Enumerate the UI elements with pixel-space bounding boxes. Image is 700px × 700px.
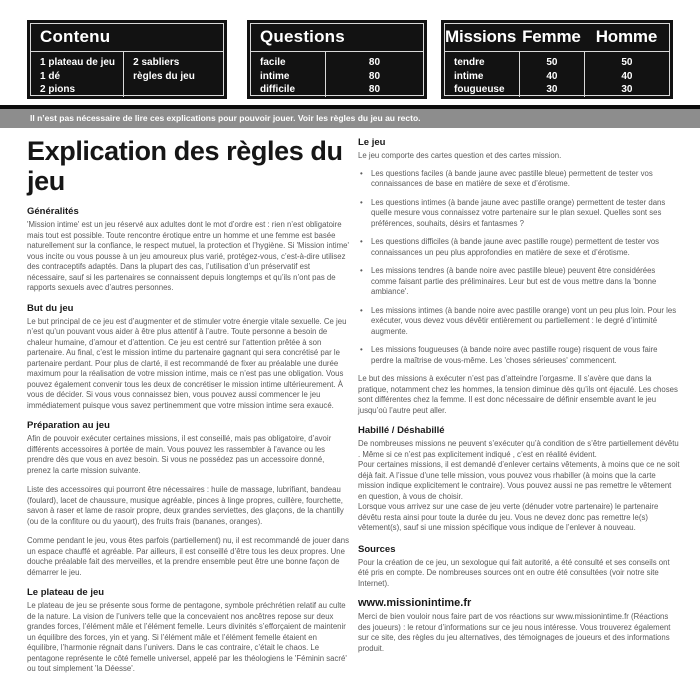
missions-column-header-femme: Femme [522, 27, 581, 46]
missions-row-value: 50 [546, 57, 558, 68]
missions-row-value: 30 [546, 84, 558, 95]
bullet-text: Les missions fougueuses (à bande noire avec pastille rouge) risquent de vous faire perdre la maîtrise de vous-même. Les 'choses sérieuses' commencent. [371, 345, 658, 365]
page-title: Explication des règles du jeu [27, 136, 343, 196]
questions-box-title: Questions [251, 24, 423, 52]
paragraph-le-jeu-outro: Le but des missions à exécuter n’est pas d’atteindre l’orgasme. Il s’avère que dans la pratique, notamment chez les hommes, la tension diminue dès qu’ils ont éjaculé. Les choses sont différentes chez la femme. Il est donc nécessaire de définir ensemble avant le jeu jusqu’où l’autre peut aller. [358, 374, 678, 415]
bullet-icon: • [360, 345, 363, 354]
contenu-column-1 [31, 52, 123, 97]
section-heading-generalites: Généralités [27, 206, 79, 217]
paragraph-habille-3: Lorsque vous arrivez sur une case de jeu verte (dénuder votre partenaire) le partenaire dévêtu resta ainsi pour toute la durée du jeu. Vous ne devez donc pas remettre le(s) vêtement(s), sauf si une mission spécifique vous indique de l’enlever à nouveau. [358, 502, 659, 532]
paragraph-habille-1: De nombreuses missions ne peuvent s’exécuter qu’à condition de s’être partiellement dévêtu . Même si ce n’est pas explicitement indiqué , c’est en réalité évident. [358, 439, 679, 459]
contenu-item: 2 pions [40, 84, 76, 95]
questions-box-body [251, 52, 423, 97]
bullet-text: Les questions faciles (à bande jaune avec pastille bleue) permettent de tester vos connaissances de base en matière de sexe et d’érotisme. [371, 168, 653, 188]
bullet-text: Les questions difficiles (à bande jaune avec pastille rouge) permettent de tester vos connaissances un peu plus approfondies en matière de sexe et d’érotisme. [371, 237, 660, 257]
missions-box-body [445, 52, 669, 97]
questions-row-label: difficile [260, 84, 296, 95]
bullet-text: Les missions tendres (à bande noire avec pastille bleue) peuvent être considérées comme faisant partie des préliminaires. Leur but est de vous mettre dans la 'bonne ambiance'. [371, 266, 657, 296]
contenu-box [27, 20, 227, 99]
section-heading-preparation: Préparation au jeu [27, 420, 110, 431]
missions-box-header [445, 24, 669, 52]
missions-row-label: fougueuse [454, 84, 505, 95]
bullet-item [358, 345, 682, 366]
paragraph-le-jeu-intro: Le jeu comporte des cartes question et des cartes mission. [358, 151, 562, 160]
section-heading-plateau: Le plateau de jeu [27, 587, 105, 598]
missions-box-frame [444, 23, 670, 96]
contenu-box-frame [30, 23, 224, 96]
bullet-text: Les questions intimes (à bande jaune avec pastille orange) permettent de tester dans quelle mesure vous connaissez votre partenaire sur le plan sexuel. Quelles sont ses préférences, souhaits, désirs et fantasmes ? [371, 197, 666, 228]
left-column [27, 136, 350, 684]
section-heading-habille: Habillé / Déshabillé [358, 425, 445, 436]
questions-row-value: 80 [368, 70, 381, 82]
missions-homme-values [584, 52, 669, 97]
questions-row-value: 80 [368, 84, 381, 95]
contenu-item: 2 sabliers [133, 57, 180, 68]
bullet-text: Les missions intimes (à bande noire avec pastille orange) vont un peu plus loin. Pour les exécuter, vous devez vous dévêtir entièrement ou partiellement : le degré d’intimité augmente. [371, 305, 677, 336]
paragraph-preparation-1: Afin de pouvoir exécuter certaines missions, il est conseillé, mais pas obligatoire, d’avoir différents accessoires à portée de main. Vous pouvez les rassembler à l’avance ou les prendre dès que vous en avez besoin. Si vous ne possédez pas un accessoire donné, prenez la carte mission suivante. [27, 434, 332, 475]
bullet-item [358, 169, 682, 190]
questions-values [325, 52, 423, 97]
bullet-icon: • [360, 266, 363, 275]
missions-femme-values [519, 52, 584, 97]
questions-row-label: facile [260, 57, 286, 68]
section-heading-website: www.missionintime.fr [358, 597, 472, 609]
bullet-icon: • [360, 197, 363, 207]
missions-row-value: 40 [621, 70, 633, 82]
right-column [358, 137, 682, 663]
paragraph-generalites: 'Mission intime' est un jeu réservé aux adultes dont le mot d’ordre est : rien n’est obligatoire mais tout est possible. Toute rencontre érotique entre un homme et une femme est basée naturellement sur la confiance, le respect mutuel, la protection et l’hygiène. Si 'Mission intime' vous incite ou vous pousse à un jeu amoureux plus varié, protégez-vous, c’est-à-dire utilisez des contraceptifs adaptés. Dans la plupart des cas, l’utilisation d’un préservatif est nécessaire, sauf si les partenaires se connaissent depuis longtemps et qu’ils n’ont pas de rapports sexuels avec d’autres personnes. [27, 220, 349, 292]
bullet-icon: • [360, 305, 363, 315]
missions-row-value: 50 [621, 57, 633, 68]
missions-labels [445, 52, 519, 97]
paragraph-plateau: Le plateau de jeu se présente sous forme de pentagone, symbole préchrétien relatif au culte de la nature. La vision de l’univers telle que la concevaient nos ancêtres repose sur deux grandes forces, l’élément mâle et l’élément femelle. Leurs divinités s’efforçaient de maintenir un équilibre des forces, yin et yang. Si l’élément mâle et l’élément femelle étaient en équilibre, l’harmonie régnait dans l’univers. Dans le cas contraire, c’était le chaos. Le pentagone représente le côté femelle universel, appelé par les théologiens le 'Féminin sacré' ou tout simplement 'la Déesse'. [27, 601, 347, 673]
bullet-item [358, 198, 682, 230]
section-heading-but-du-jeu: But du jeu [27, 302, 74, 314]
paragraph-preparation-3: Comme pendant le jeu, vous êtes parfois (partiellement) nu, il est recommandé de jouer dans un espace chauffé et agréable. Par ailleurs, il est conseillé d’être tous les deux propres. Une douche préalable fait des merveilles, et la prendre ensemble peut être une bonne façon de démarrer le jeu. [27, 536, 350, 577]
questions-row-label: intime [260, 70, 290, 82]
section-heading-sources: Sources [358, 543, 396, 555]
paragraph-sources: Pour la création de ce jeu, un sexologue qui fait autorité, a été consulté et ses conseils ont été pris en compte. De nombreuses sources ont en outre été consultées (voir notre site Internet). [358, 557, 670, 588]
contenu-column-2 [123, 52, 223, 97]
missions-row-label: tendre [454, 57, 485, 68]
notice-bar: Il n’est pas nécessaire de lire ces explications pour pouvoir jouer. Voir les règles du jeu au recto. [0, 105, 700, 128]
missions-box [441, 20, 673, 99]
bullet-icon: • [360, 237, 363, 246]
paragraph-website: Merci de bien vouloir nous faire part de vos réactions sur www.missionintime.fr (Réactions des joueurs) : le retour d’informations sur ce jeu nous intéresse. Vous trouverez également sur ce site, des règles du jeu alternatives, des témoignages de joueurs et des informations produit. [358, 612, 671, 653]
missions-row-label: intime [454, 70, 484, 82]
questions-box-frame [250, 23, 424, 96]
bullet-item [358, 237, 682, 258]
paragraph-but-du-jeu: Le but principal de ce jeu est d’augmenter et de stimuler votre énergie vitale sexuelle. Ce jeu n’est qu’un pouvant vous aider à être plus attentif à l’autre. Toute personne a besoin de chaleur humaine, d’amour et d’attention. Ce jeu est centré sur l’attention prêtée à son partenaire. Au final, c’est le mission intime du partenaire gagnant qui sera concrétisé par le partenaire perdant. Pour plus de clarté, il est recommandé de fixer au préalable une durée maximum pour la réalisation de votre mission intime, mais ce n’est pas une obligation. Vous pouvez également convenir tous les deux de concrétiser le mission intime ultérieurement. À vous de décider. Si vous vous connaissez bien, vous pouvez aussi commencer le jeu immédiatement puisque vous savez pertinemment que votre mission intime sera exaucé. [27, 316, 347, 410]
questions-row-value: 80 [368, 57, 381, 68]
contenu-box-title: Contenu [31, 24, 223, 52]
contenu-item: 1 plateau de jeu [40, 57, 116, 68]
missions-column-header-homme: Homme [595, 27, 658, 46]
paragraph-habille-2: Pour certaines missions, il est demandé d’enlever certains vêtements, à moins que ce ne soit déjà fait. A l’issue d’une telle mission, vous pouvez vous rhabiller (à moins que la carte mission indique explicitement le contraire). Vous pouvez aussi ne pas remettre le vêtement en question, à vous de choisir. [358, 460, 680, 501]
missions-row-value: 30 [621, 84, 633, 95]
section-heading-le-jeu: Le jeu [358, 137, 386, 148]
bullet-item [358, 306, 682, 338]
questions-box [247, 20, 427, 99]
paragraph-preparation-2: Liste des accessoires qui pourront être nécessaires : huile de massage, lubrifiant, bandeau (foulard), lacet de chaussure, musique agréable, pinces à linge propres, cuillère, fourchette, savon à raser et lame de rasoir propre, deux grandes serviettes, des glaçons, de la chantilly (ou de la confiture ou du yaourt), des fruits frais (bananes, oranges). [27, 485, 344, 526]
contenu-box-body [31, 52, 223, 97]
missions-box-title: Missions [445, 27, 517, 46]
bullet-item [358, 266, 682, 298]
contenu-item: 1 dé [40, 70, 61, 82]
contenu-item: règles du jeu [133, 70, 195, 82]
bullet-icon: • [360, 168, 363, 178]
questions-labels [251, 52, 325, 97]
missions-row-value: 40 [546, 70, 558, 82]
